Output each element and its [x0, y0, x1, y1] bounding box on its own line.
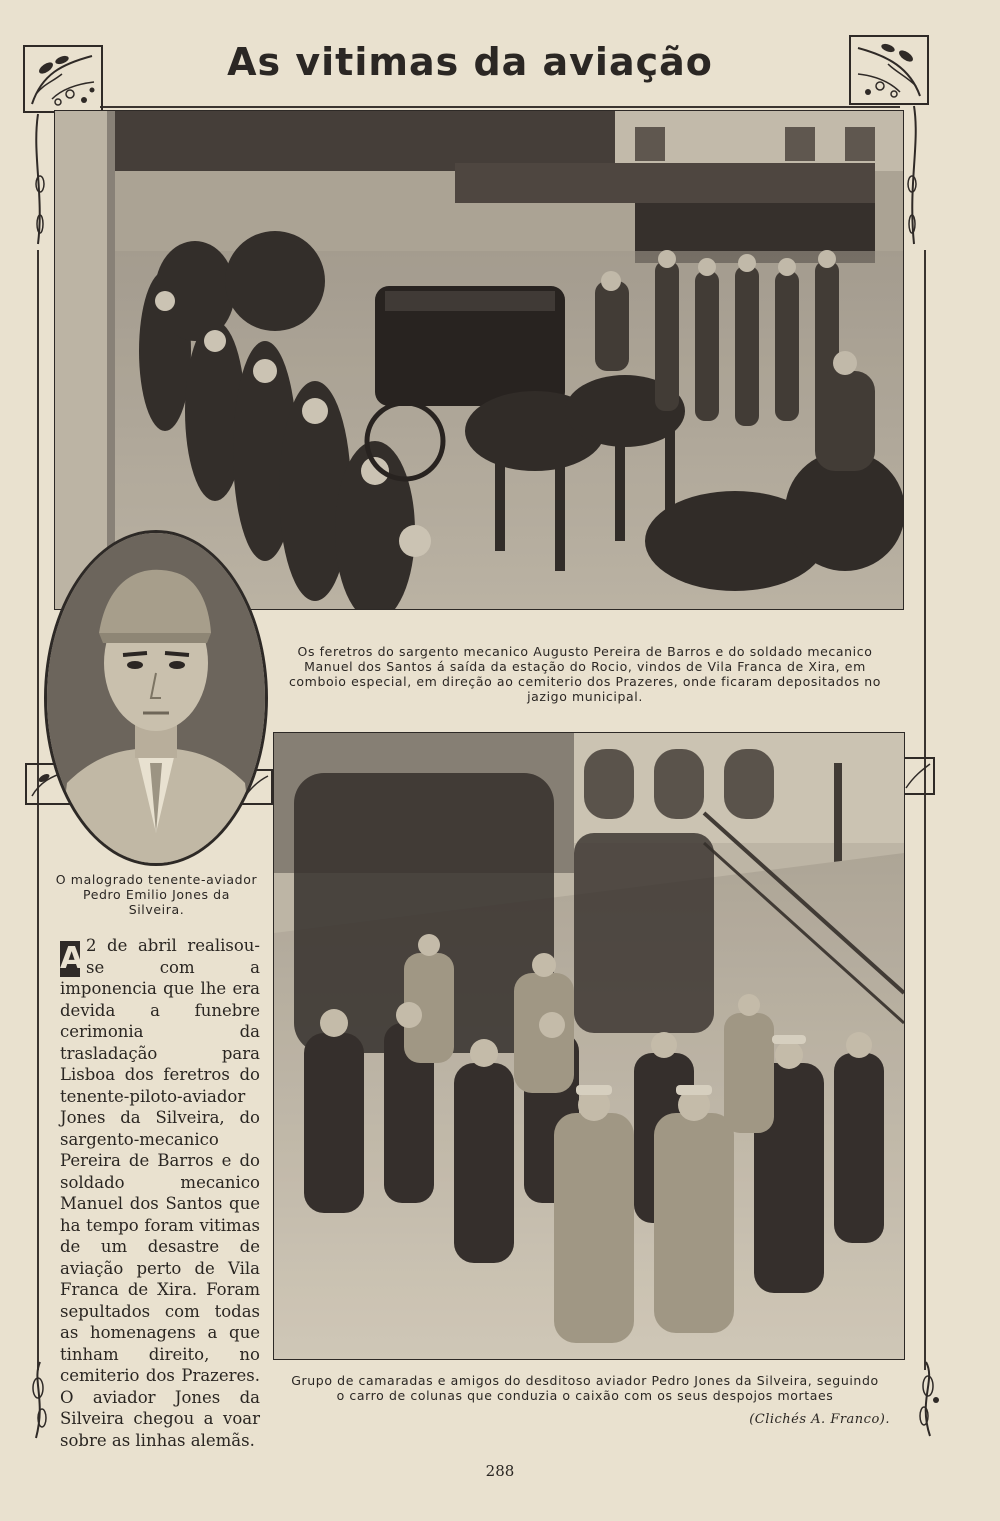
ornament-bottom-left-icon [22, 1360, 56, 1440]
frame-left-line [37, 250, 39, 1370]
photo-comrades-group [273, 732, 905, 1360]
ornament-bottom-right-icon [906, 1360, 946, 1438]
caption-portrait: O malogrado tenente-aviador Pedro Emilio Jones da Silveira. [55, 872, 258, 917]
page-number: 288 [485, 1462, 515, 1480]
portrait-aviator-photo [44, 530, 268, 866]
ornament-mid-right-icon [900, 756, 936, 796]
page-title: As vitimas da aviação [227, 40, 713, 84]
frame-right-line [924, 250, 926, 1370]
photo-credit: (Clichés A. Franco). [749, 1412, 890, 1427]
frame-top-line [100, 106, 900, 108]
dropcap-letter: A [60, 941, 84, 976]
article-body [60, 935, 260, 1451]
caption-bottom-photo: Grupo de camaradas e amigos do desditoso aviador Pedro Jones da Silveira, seguindo o carro de colunas que conduzia o caixão com os seus despojos mortaes [291, 1373, 879, 1403]
caption-top-photo: Os feretros do sargento mecanico Augusto Pereira de Barros e do soldado mecanico Manuel dos Santos á saída da estação do Rocio, vindos de Vila Franca de Xira, em comboio especial, em direção ao cemiterio dos Prazeres, onde ficaram depositados no jazigo municipal. [288, 644, 882, 704]
article-text: 2 de abril realisou-se com a imponencia que lhe era devida a funebre cerimonia da trasladação para Lisboa dos feretros do tenente-piloto-aviador Jones da Silveira, do sargento-mecanico Pereira de Barros e do soldado mecanico Manuel dos Santos que ha tempo foram vitimas de um desastre de aviação perto de Vila Franca de Xira. Foram sepultados com todas as homenagens a que tinham direito, no cemiterio dos Prazeres. O aviador Jones da Silveira chegou a voar sobre as linhas alemãs. [60, 936, 260, 1450]
